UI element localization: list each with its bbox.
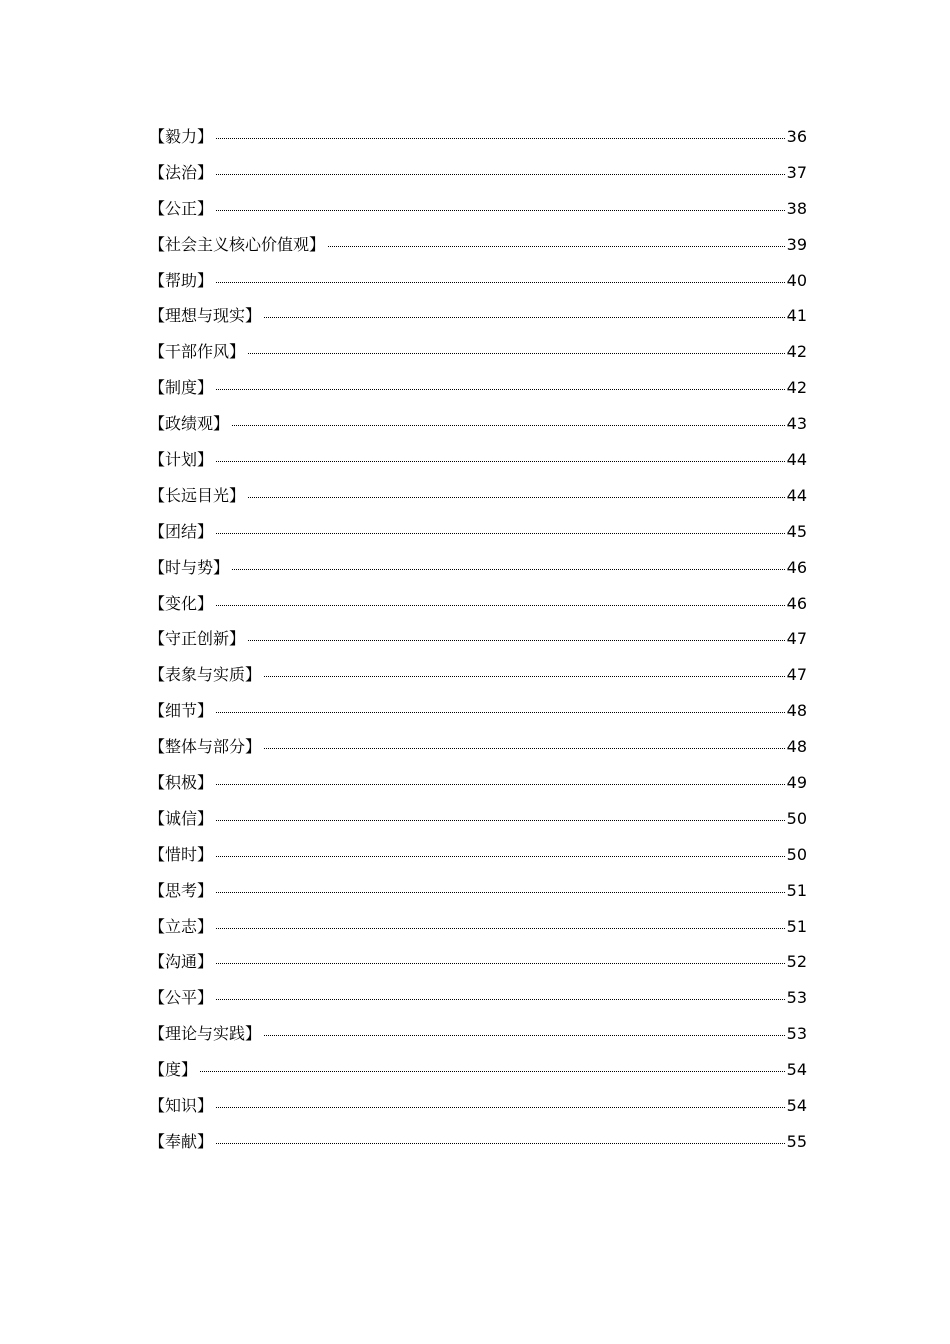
toc-entry-page: 42 bbox=[786, 378, 807, 398]
toc-entry-page: 39 bbox=[786, 234, 807, 254]
toc-dot-leader bbox=[216, 1107, 785, 1108]
toc-dot-leader bbox=[216, 282, 785, 283]
toc-dot-leader bbox=[264, 748, 785, 749]
toc-entry-title: 【公正】 bbox=[149, 198, 214, 218]
table-of-contents bbox=[149, 125, 807, 1166]
toc-entry[interactable] bbox=[149, 592, 807, 628]
toc-entry-title: 【表象与实质】 bbox=[149, 665, 262, 685]
toc-dot-leader bbox=[264, 1035, 785, 1036]
toc-entry[interactable] bbox=[149, 950, 807, 986]
toc-entry-title: 【积极】 bbox=[149, 773, 214, 793]
toc-dot-leader bbox=[216, 963, 785, 964]
toc-entry-page: 44 bbox=[786, 450, 807, 470]
toc-dot-leader bbox=[200, 1071, 785, 1072]
toc-entry[interactable] bbox=[149, 699, 807, 735]
toc-entry-page: 52 bbox=[786, 952, 807, 972]
toc-entry-page: 47 bbox=[786, 665, 807, 685]
toc-entry-page: 45 bbox=[786, 521, 807, 541]
toc-dot-leader bbox=[216, 712, 785, 713]
toc-dot-leader bbox=[216, 210, 785, 211]
toc-entry-title: 【帮助】 bbox=[149, 270, 214, 290]
toc-entry[interactable] bbox=[149, 269, 807, 305]
toc-entry-title: 【整体与部分】 bbox=[149, 737, 262, 757]
toc-entry-page: 36 bbox=[786, 127, 807, 146]
toc-entry-page: 51 bbox=[786, 916, 807, 936]
toc-entry-page: 43 bbox=[786, 414, 807, 434]
toc-entry-page: 37 bbox=[786, 162, 807, 182]
toc-entry[interactable] bbox=[149, 376, 807, 412]
toc-entry-page: 54 bbox=[786, 1060, 807, 1080]
toc-dot-leader bbox=[264, 676, 785, 677]
toc-dot-leader bbox=[216, 605, 785, 606]
toc-entry-page: 46 bbox=[786, 593, 807, 613]
toc-entry-page: 50 bbox=[786, 808, 807, 828]
toc-entry-title: 【变化】 bbox=[149, 593, 214, 613]
toc-entry-page: 48 bbox=[786, 737, 807, 757]
toc-dot-leader bbox=[216, 928, 785, 929]
toc-entry-page: 48 bbox=[786, 701, 807, 721]
toc-entry[interactable] bbox=[149, 915, 807, 951]
toc-dot-leader bbox=[248, 497, 785, 498]
toc-entry-page: 46 bbox=[786, 557, 807, 577]
toc-entry[interactable] bbox=[149, 1058, 807, 1094]
toc-entry-page: 44 bbox=[786, 485, 807, 505]
toc-dot-leader bbox=[216, 461, 785, 462]
toc-entry-page: 38 bbox=[786, 198, 807, 218]
toc-entry[interactable] bbox=[149, 1094, 807, 1130]
toc-dot-leader bbox=[232, 425, 785, 426]
toc-entry[interactable] bbox=[149, 771, 807, 807]
toc-entry-page: 54 bbox=[786, 1096, 807, 1116]
toc-dot-leader bbox=[216, 389, 785, 390]
toc-entry[interactable] bbox=[149, 735, 807, 771]
toc-entry-title: 【团结】 bbox=[149, 521, 214, 541]
toc-entry-title: 【理想与现实】 bbox=[149, 306, 262, 326]
toc-entry-page: 41 bbox=[786, 306, 807, 326]
toc-entry[interactable] bbox=[149, 233, 807, 269]
toc-entry[interactable] bbox=[149, 1022, 807, 1058]
toc-entry-page: 51 bbox=[786, 880, 807, 900]
toc-entry-page: 50 bbox=[786, 844, 807, 864]
toc-entry[interactable] bbox=[149, 340, 807, 376]
toc-entry-title: 【沟通】 bbox=[149, 952, 214, 972]
toc-entry-title: 【知识】 bbox=[149, 1096, 214, 1116]
toc-entry-title: 【制度】 bbox=[149, 378, 214, 398]
toc-entry-title: 【诚信】 bbox=[149, 808, 214, 828]
toc-entry[interactable] bbox=[149, 986, 807, 1022]
toc-entry-page: 42 bbox=[786, 342, 807, 362]
toc-entry-page: 49 bbox=[786, 773, 807, 793]
toc-entry-page: 47 bbox=[786, 629, 807, 649]
toc-entry-title: 【细节】 bbox=[149, 701, 214, 721]
toc-dot-leader bbox=[216, 892, 785, 893]
toc-entry[interactable] bbox=[149, 125, 807, 161]
toc-entry[interactable] bbox=[149, 663, 807, 699]
toc-entry[interactable] bbox=[149, 556, 807, 592]
toc-entry-title: 【政绩观】 bbox=[149, 414, 230, 434]
toc-entry-title: 【守正创新】 bbox=[149, 629, 246, 649]
toc-dot-leader bbox=[216, 820, 785, 821]
toc-entry[interactable] bbox=[149, 448, 807, 484]
toc-entry-title: 【思考】 bbox=[149, 880, 214, 900]
toc-entry-title: 【立志】 bbox=[149, 916, 214, 936]
toc-dot-leader bbox=[216, 856, 785, 857]
toc-entry[interactable] bbox=[149, 807, 807, 843]
toc-entry[interactable] bbox=[149, 412, 807, 448]
toc-dot-leader bbox=[248, 353, 785, 354]
toc-entry-title: 【毅力】 bbox=[149, 127, 214, 146]
toc-entry-title: 【干部作风】 bbox=[149, 342, 246, 362]
toc-entry-page: 55 bbox=[786, 1131, 807, 1151]
toc-entry-title: 【计划】 bbox=[149, 450, 214, 470]
toc-dot-leader bbox=[232, 569, 785, 570]
toc-entry-title: 【惜时】 bbox=[149, 844, 214, 864]
toc-entry[interactable] bbox=[149, 627, 807, 663]
toc-entry[interactable] bbox=[149, 1130, 807, 1166]
toc-dot-leader bbox=[216, 533, 785, 534]
toc-entry-title: 【奉献】 bbox=[149, 1131, 214, 1151]
toc-entry[interactable] bbox=[149, 843, 807, 879]
toc-dot-leader bbox=[216, 784, 785, 785]
toc-entry-page: 53 bbox=[786, 988, 807, 1008]
toc-entry[interactable] bbox=[149, 484, 807, 520]
toc-dot-leader bbox=[216, 174, 785, 175]
toc-entry-title: 【社会主义核心价值观】 bbox=[149, 234, 326, 254]
toc-entry-title: 【公平】 bbox=[149, 988, 214, 1008]
toc-entry[interactable] bbox=[149, 197, 807, 233]
toc-entry-title: 【度】 bbox=[149, 1060, 198, 1080]
toc-dot-leader bbox=[248, 640, 785, 641]
toc-entry-page: 40 bbox=[786, 270, 807, 290]
toc-entry[interactable] bbox=[149, 161, 807, 197]
toc-dot-leader bbox=[216, 999, 785, 1000]
toc-entry-title: 【长远目光】 bbox=[149, 485, 246, 505]
toc-entry-title: 【理论与实践】 bbox=[149, 1024, 262, 1044]
toc-entry[interactable] bbox=[149, 879, 807, 915]
toc-dot-leader bbox=[264, 317, 785, 318]
toc-entry[interactable] bbox=[149, 520, 807, 556]
toc-entry-title: 【时与势】 bbox=[149, 557, 230, 577]
toc-dot-leader bbox=[216, 138, 785, 139]
toc-entry-title: 【法治】 bbox=[149, 162, 214, 182]
toc-entry[interactable] bbox=[149, 304, 807, 340]
toc-dot-leader bbox=[328, 246, 785, 247]
toc-entry-page: 53 bbox=[786, 1024, 807, 1044]
toc-dot-leader bbox=[216, 1143, 785, 1144]
